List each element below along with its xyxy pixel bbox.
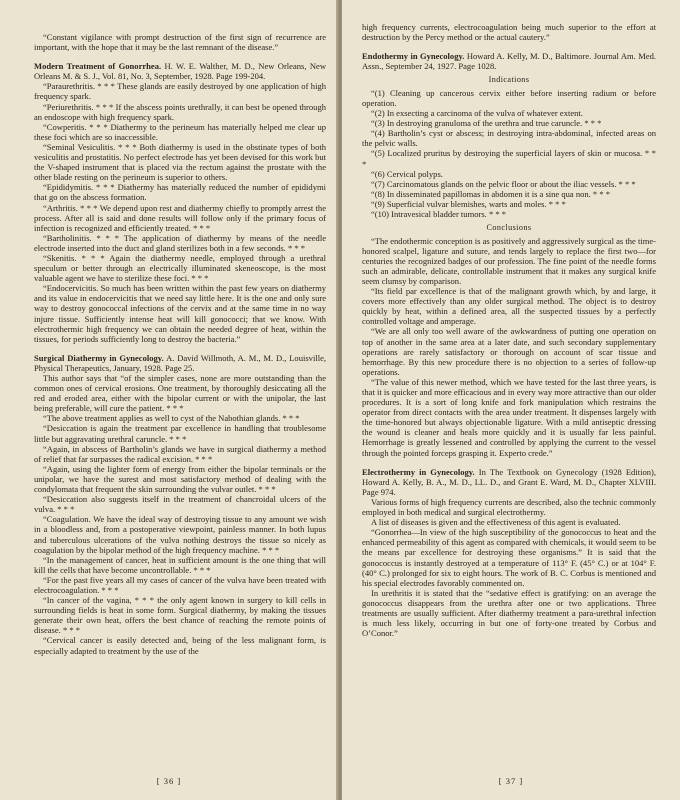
article-gonorrhea-heading (34, 61, 326, 81)
paragraph: “Paraurethritis. * * * These glands are easily destroyed by one application of high frequency spark. (34, 81, 326, 102)
paragraph: In urethritis it is stated that the “sedative effect is gratifying: on an average the gonococcus disappears from the urethra after one or two applications. Three treatments are usually sufficient. After diathermy treatment a para-urethral infection is much less likely, occurring in but one of forty-one treated by Corbus and O’Conor.” (362, 587, 656, 639)
conclusion-paragraph: “The endothermic conception is as positively and aggressively surgical as the time-honored scalpel, ligature and suture, and tends largely to replace the first two—for centuries the recognized badges of our profession. The fine point of the needle forms such an admirable, delicate, controllable instrument that it makes any surgical knife seem clumsy by comparison. (362, 235, 656, 286)
article-electrothermy-citation: In The Textbook on Gynecology (1928 Edition), Howard A. Kelly, B. A., M. D., LL. D., and Grant E. Ward, M. D., Chapter XLVIII. Page 974. (362, 466, 656, 497)
paragraph: “Gonorrhea—In view of the high susceptibility of the gonococcus to heat and the enhanced permeability of this agent as compared with chemicals, it would seem to be the means par excellence for destroying these organisms.” It is said that the gonococcus is instantly destroyed at a temperature of 113° F. (45° C.) or at 104° F. (40° C.) prolonged for six to eight hours. The work of B. C. Corbus is mentioned and his special electrodes favorably commented on. (362, 527, 656, 588)
article-surgical-diathermy-heading (34, 353, 326, 373)
paragraph: Various forms of high frequency currents are described, also the technic commonly employed in both medical and surgical electrothermy. (362, 496, 656, 518)
article-gonorrhea-title: Modern Treatment of Gonorrhea. (34, 61, 162, 72)
paragraph: “Endocervicitis. So much has been written within the past few years on diathermy and its value in endocervicitis that we need say little here. It is the one and only sure way to destroy gonococcal infections of the cervix and at the same time in no way injure tissue. Sufficiently intense heat will kill gonococci; that we know. With electrothermic high frequency we can obtain the needed degree of heat, within the tissues, for periods sufficiently long to destroy the bacteria.” (34, 283, 326, 344)
paragraph: “Again, in abscess of Bartholin’s glands we have in surgical diathermy a method of relief that far surpasses the radical excision. * * * (34, 443, 326, 464)
article-electrothermy-heading (362, 467, 656, 497)
indication-item: “(6) Cervical polyps. (371, 168, 443, 179)
article-surgical-diathermy-title: Surgical Diathermy in Gynecology. (34, 352, 164, 363)
right-intro-paragraph: high frequency currents, electrocoagulation being much superior to the effort at destruction by the Percy method or the actual cautery.” (362, 22, 656, 43)
paragraph: “Coagulation. We have the ideal way of destroying tissue to any amount we wish in a bloodless and, from a postoperative viewpoint, painless manner. In both lupus and tuberculous ulcerations of the vulva nothing destroys the tissue so nicely as coagulation by the bipolar method of the high frequency machine. * * * (34, 514, 326, 555)
paragraph: A list of diseases is given and the effectiveness of this agent is evaluated. (371, 517, 621, 528)
paragraph: This author says that “of the simpler cases, none are more outstanding than the common ones of cervical erosions. One treatment, by thoroughly desiccating all the red and eroded area, either with the bipolar current or with the unipolar, the last being preferable, will cure the patient. * * * (34, 373, 326, 414)
paragraph: “Desiccation is again the treatment par excellence in handling that troublesome little but aggravating urethral caruncle. * * * (34, 423, 326, 444)
conclusion-paragraph: “We are all only too well aware of the awkwardness of putting one operation on top of another in the same area at a later date, and such secondary supplementary operations are rarely satisfactory or thorough on account of scar tissue and hemorrhage. By this new procedure there is no objection to a series of follow-up operations. (362, 326, 656, 377)
indication-item: “(5) Localized pruritus by destroying the superficial layers of skin or mucosa. * * * (362, 148, 656, 169)
article-endothermy-citation: Howard A. Kelly, M. D., Baltimore. Journal Am. Med. Assn., September 24, 1927. Page 1028. (362, 51, 657, 72)
paragraph: “Epididymitis. * * * Diathermy has materially reduced the number of epididymi that go on the abscess formation. (34, 182, 326, 203)
page-number-right: [ 37 ] (498, 776, 524, 786)
indication-item: “(2) In exsecting a carcinoma of the vulva of whatever extent. (371, 108, 583, 119)
conclusion-paragraph: “Its field par excellence is that of the malignant growth which, by and large, it covers more effectively than any older surgical method. The object is to destroy quickly by heat, within a defined area, all the suspected tissues by a perfectly controlled voltage and amperage. (362, 286, 656, 327)
right-page (342, 0, 680, 800)
conclusion-paragraph: “The value of this newer method, which we have tested for the last three years, is that it is quicker and more efficacious and in every way more attractive than our older procedures. It is a sort of long knife and fork manipulation which restrains the operator from direct contacts with the area under treatment. It dispenses largely with the time-honored but always objectionable ligature. With a mild antiseptic dressing the wound is cleaner and heals more quickly and it is usually far less painful. Hemorrhage is greatly lessened and controlled by applying the current to the vessel through the pointed forceps grasping it. Experto crede.” (362, 376, 656, 458)
indication-item: “(1) Cleaning up cancerous cervix either before inserting radium or before operation. (362, 87, 656, 108)
paragraph: “Arthritis. * * * We depend upon rest and diathermy chiefly to promptly arrest the process. After all is said and done results will follow only if the primary focus of infection is recognized and efficiently treated. * * * (34, 202, 326, 233)
paragraph: “Seminal Vesiculitis. * * * Both diathermy is used in the obstinate types of both vesiculitis and prostatitis. No perfect electrode has yet been devised for this work but the V-shaped instrument that is placed via the rectum against the prostate with the other blade resting on the perineum is superior to others. (34, 141, 326, 183)
paragraph: “For the past five years all my cases of cancer of the vulva have been treated with electrocoagulation. * * * (34, 574, 326, 595)
indication-item: “(7) Carcinomatous glands on the pelvic floor or about the iliac vessels. * * * (371, 178, 636, 189)
article-surgical-diathermy-citation: A. David Willmoth, A. M., M. D., Louisville, Physical Therapeutics, January, 1928. Page 25. (34, 352, 326, 373)
indication-item: “(8) In disseminated papillomas in abdomen it is a sine qua non. * * * (371, 188, 611, 199)
paragraph: “The above treatment applies as well to cyst of the Nabothian glands. * * * (43, 413, 300, 424)
paragraph: “In the management of cancer, heat in sufficient amount is the one thing that will kill the cells that have become uncontrollable. * * * (34, 554, 326, 575)
paragraph: “Again, using the lighter form of energy from either the bipolar terminals or the unipolar, we have the surest and most satisfactory method of dealing with the condylomata that frequent the skin surrounding the vulvar outlet. * * * (34, 463, 326, 495)
indications-heading: Indications (488, 75, 530, 85)
indication-item: “(4) Bartholin’s cyst or abscess; in destroying intra-abdominal, infected areas on the pelvic walls. (362, 128, 656, 149)
paragraph: “Skenitis. * * * Again the diathermy needle, employed through a urethral speculum or better through an electrically illuminated skeneoscope, is the most valuable agent we have to sterilize these foci. * * * (34, 252, 326, 284)
article-electrothermy-title: Electrothermy in Gynecology. (362, 466, 475, 477)
indication-item: “(10) Intravesical bladder tumors. * * * (371, 209, 507, 219)
article-gonorrhea-citation: H. W. E. Walther, M. D., New Orleans, New Orleans M. & S. J., Vol. 81, No. 3, September, 1928. Page 199-204. (34, 61, 327, 82)
paragraph: “Cowperitis. * * * Diathermy to the perineum has materially helped me clear up these foci which are so inaccessible. (34, 121, 326, 142)
indication-item: “(9) Superficial vulvar blemishes, warts and moles. * * * (371, 198, 566, 209)
paragraph: “Bartholinitis. * * * The application of diathermy by means of the needle electrode inserted into the duct and gland sterilizes both in a few seconds. * * * (34, 232, 326, 253)
paragraph: “In cancer of the vagina, * * * the only agent known in surgery to kill cells in surrounding fields is heat in some form. Surgical diathermy, by making the tissues generate their own heat, offers the best chance of reaching the remote points of disease. * * * (34, 595, 326, 636)
paragraph: “Cervical cancer is easily detected and, being of the less malignant form, is especially adapted to treatment by the use of the (34, 635, 326, 656)
conclusions-heading: Conclusions (486, 223, 532, 233)
paragraph: “Periurethritis. * * * If the abscess points urethrally, it can best be opened through an endoscope with high frequency spark. (34, 101, 326, 122)
paragraph: “Desiccation also suggests itself in the treatment of chancroidal ulcers of the vulva. * * * (34, 494, 326, 515)
article-endothermy-title: Endothermy in Gynecology. (362, 51, 465, 62)
indication-item: “(3) In destroying granuloma of the urethra and true caruncle. * * * (371, 118, 602, 129)
left-intro-paragraph: “Constant vigilance with prompt destruction of the first sign of recurrence are important, with the hope that it may be the last remnant of the disease.” (34, 32, 326, 53)
left-page (0, 0, 338, 800)
article-endothermy-heading (362, 51, 656, 71)
page-number-left: [ 36 ] (156, 776, 182, 786)
